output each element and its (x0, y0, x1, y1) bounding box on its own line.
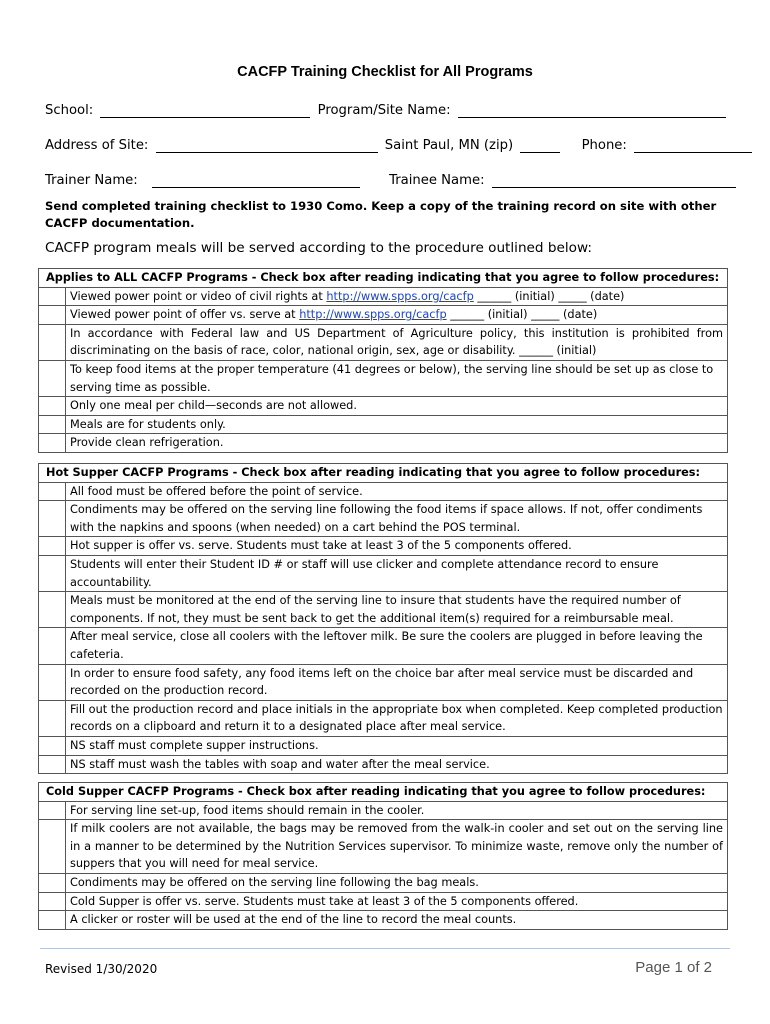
all-programs-header: Applies to ALL CACFP Programs - Check box after reading indicating that you agree to follow procedures: (39, 269, 728, 288)
checkbox[interactable] (39, 415, 66, 434)
revised-date: Revised 1/30/2020 (45, 962, 158, 976)
table-row (39, 736, 728, 755)
checkbox[interactable] (39, 736, 66, 755)
checkbox[interactable] (39, 700, 66, 736)
phone-field[interactable] (634, 138, 752, 153)
checkbox[interactable] (39, 287, 66, 306)
table-row (39, 801, 728, 820)
table-row (39, 700, 728, 736)
item-text: Viewed power point of offer vs. serve at (70, 308, 296, 322)
table-row (39, 324, 728, 360)
checkbox[interactable] (39, 306, 66, 325)
list-item: Meals must be monitored at the end of the serving line to insure that students have the required number of components. If not, they must be sent back to get the additional item(s) required for a reimbursable meal. (66, 592, 728, 628)
table-row (39, 434, 728, 453)
list-item: NS staff must wash the tables with soap and water after the meal service. (66, 755, 728, 774)
zip-field[interactable] (520, 138, 560, 153)
program-site-field[interactable] (458, 103, 726, 118)
list-item: Only one meal per child—seconds are not allowed. (66, 397, 728, 416)
table-row (39, 360, 728, 396)
checkbox[interactable] (39, 397, 66, 416)
list-item: Cold Supper is offer vs. serve. Students must take at least 3 of the 5 components offered. (66, 892, 728, 911)
checkbox[interactable] (39, 592, 66, 628)
cacfp-link[interactable]: http://www.spps.org/cacfp (326, 289, 474, 303)
table-row (39, 287, 728, 306)
checkbox[interactable] (39, 873, 66, 892)
school-program-row (45, 103, 725, 118)
list-item (66, 306, 728, 325)
checkbox[interactable] (39, 801, 66, 820)
list-item: Fill out the production record and place initials in the appropriate box when completed. Keep completed production records on a clipboard and return it to a designated place after meal service. (66, 700, 728, 736)
table-row (39, 911, 728, 930)
table-row (39, 592, 728, 628)
checkbox[interactable] (39, 755, 66, 774)
list-item: NS staff must complete supper instructions. (66, 736, 728, 755)
initial-date-blank: ______ (initial) _____ (date) (477, 289, 625, 303)
table-row (39, 555, 728, 591)
table-row (39, 415, 728, 434)
program-label: Program/Site Name: (317, 103, 451, 118)
list-item: Condiments may be offered on the serving line following the food items if space allows. If not, offer condiments with the napkins and spoons (when needed) on a cart behind the POS terminal. (66, 501, 728, 537)
checkbox[interactable] (39, 628, 66, 664)
cacfp-link[interactable]: http://www.spps.org/cacfp (299, 308, 447, 322)
cold-supper-header: Cold Supper CACFP Programs - Check box after reading indicating that you agree to follow procedures: (39, 783, 728, 802)
address-label: Address of Site: (45, 138, 149, 153)
list-item: All food must be offered before the point of service. (66, 482, 728, 501)
table-row (39, 482, 728, 501)
trainee-field[interactable] (492, 173, 736, 188)
item-text: Viewed power point or video of civil rights at (70, 289, 323, 303)
table-row (39, 873, 728, 892)
address-row (45, 138, 725, 153)
submission-notice: Send completed training checklist to 1930 Como. Keep a copy of the training record on site with other CACFP documentation. (45, 199, 717, 230)
document-title: CACFP Training Checklist for All Programs (237, 64, 533, 80)
trainer-row (45, 173, 725, 188)
checkbox[interactable] (39, 820, 66, 874)
cold-supper-table (38, 782, 728, 930)
initial-date-blank: ______ (initial) _____ (date) (450, 308, 598, 322)
checkbox[interactable] (39, 555, 66, 591)
checkbox[interactable] (39, 434, 66, 453)
checkbox[interactable] (39, 537, 66, 556)
checkbox[interactable] (39, 324, 66, 360)
list-item: After meal service, close all coolers with the leftover milk. Be sure the coolers are plugged in before leaving the cafeteria. (66, 628, 728, 664)
phone-label: Phone: (581, 138, 627, 153)
list-item: Meals are for students only. (66, 415, 728, 434)
intro-text: CACFP program meals will be served according to the procedure outlined below: (45, 240, 592, 256)
list-item: Hot supper is offer vs. serve. Students must take at least 3 of the 5 components offered. (66, 537, 728, 556)
list-item: To keep food items at the proper temperature (41 degrees or below), the serving line should be set up as close to serving time as possible. (66, 360, 728, 396)
all-programs-table (38, 268, 728, 453)
list-item: Condiments may be offered on the serving line following the bag meals. (66, 873, 728, 892)
footer-divider (40, 948, 730, 949)
table-row (39, 664, 728, 700)
table-row (39, 537, 728, 556)
list-item: If milk coolers are not available, the bags may be removed from the walk-in cooler and set out on the serving line in a manner to be determined by the Nutrition Services supervisor. To minimize waste, remove only the number of suppers that you will need for meal service. (66, 820, 728, 874)
list-item: In accordance with Federal law and US Department of Agriculture policy, this institution is prohibited from discriminating on the basis of race, color, national origin, sex, age or disability. ______ (initial) (66, 324, 728, 360)
list-item (66, 287, 728, 306)
list-item: A clicker or roster will be used at the end of the line to record the meal counts. (66, 911, 728, 930)
checkbox[interactable] (39, 892, 66, 911)
school-label: School: (45, 103, 94, 118)
list-item: Students will enter their Student ID # or staff will use clicker and complete attendance record to ensure accountability. (66, 555, 728, 591)
address-field[interactable] (156, 138, 378, 153)
hot-supper-table (38, 463, 728, 774)
checkbox[interactable] (39, 360, 66, 396)
table-row (39, 397, 728, 416)
hot-supper-header: Hot Supper CACFP Programs - Check box after reading indicating that you agree to follow procedures: (39, 464, 728, 483)
trainee-label: Trainee Name: (389, 173, 485, 188)
list-item: Provide clean refrigeration. (66, 434, 728, 453)
list-item: In order to ensure food safety, any food items left on the choice bar after meal service must be discarded and recorded on the production record. (66, 664, 728, 700)
school-field[interactable] (100, 103, 310, 118)
table-row (39, 755, 728, 774)
page-number: Page 1 of 2 (635, 959, 712, 976)
trainer-label: Trainer Name: (45, 173, 138, 188)
list-item: For serving line set-up, food items should remain in the cooler. (66, 801, 728, 820)
table-row (39, 501, 728, 537)
checkbox[interactable] (39, 664, 66, 700)
trainer-field[interactable] (152, 173, 360, 188)
checkbox[interactable] (39, 482, 66, 501)
checkbox[interactable] (39, 911, 66, 930)
table-row (39, 306, 728, 325)
city-label: Saint Paul, MN (zip) (384, 138, 514, 153)
table-row (39, 628, 728, 664)
checkbox[interactable] (39, 501, 66, 537)
table-row (39, 820, 728, 874)
table-row (39, 892, 728, 911)
